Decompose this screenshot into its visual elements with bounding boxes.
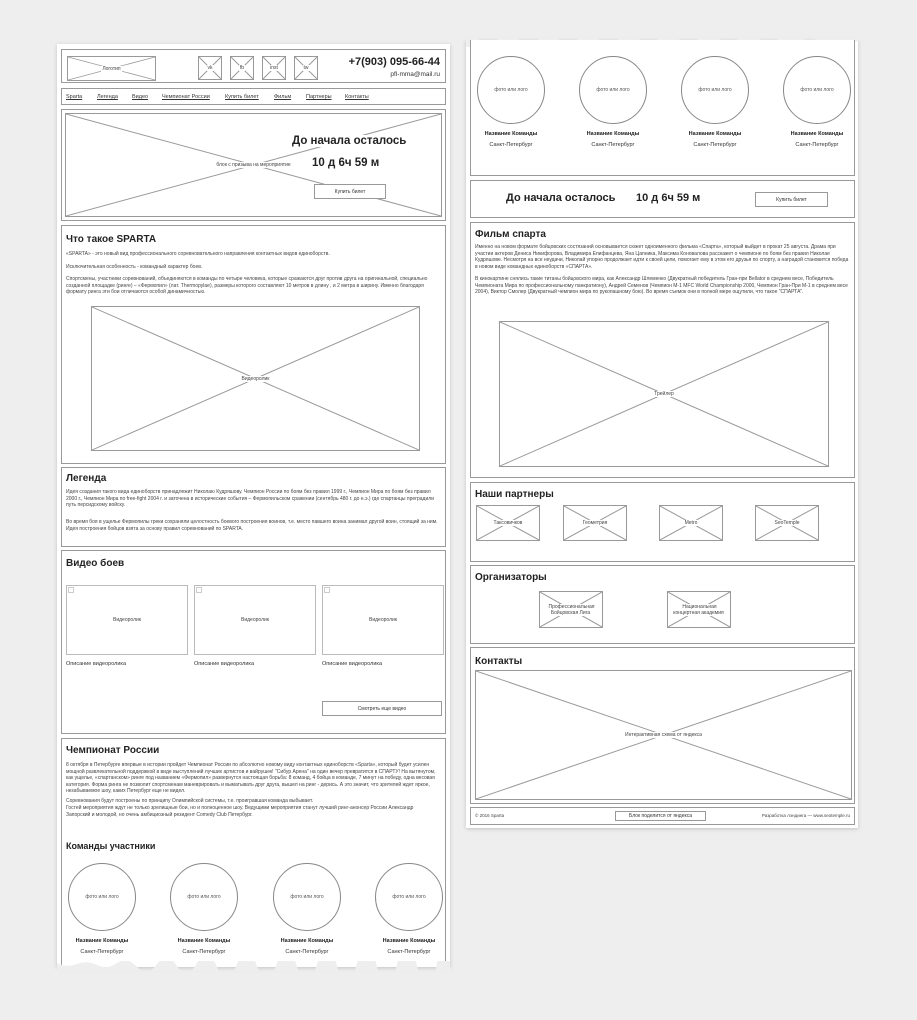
fight-video-1-desc: Описание видеоролика [66, 661, 127, 667]
partner-3-label: Metro [684, 520, 698, 526]
logo-label: Логотип [102, 65, 121, 72]
left-page-sheet [57, 44, 450, 967]
nav-video[interactable]: Видео [132, 94, 149, 100]
nav-sparta[interactable]: Sparta [66, 94, 83, 100]
teams-continued [470, 40, 855, 176]
hero-section [61, 109, 446, 221]
contacts-section [470, 647, 855, 804]
partner-seotemple[interactable] [755, 505, 819, 541]
twitter-icon[interactable] [294, 56, 318, 80]
about-video[interactable] [91, 306, 420, 451]
partner-geometria[interactable] [563, 505, 627, 541]
fight-video-3[interactable] [322, 585, 444, 655]
vk-label: vk [207, 65, 213, 71]
about-paragraph-3: Спортсмены, участники соревнований, объединяются в команды по четыре человека, которые сражаются друг против друга на оригинальной, специально созданной площадке (ринге) – «Фермопил» (лат. Thermopylae), размеры которого составляют 10 метров в длину , и 2 метра в ширину. Именно благодаря формату ринга эти бои отличаются особой динамичностью. [66, 276, 428, 295]
team-logo-4 [375, 863, 443, 931]
broken-image-icon [68, 587, 74, 593]
organizer-nka[interactable] [667, 591, 731, 628]
team-name-5: Название Команды [484, 131, 538, 137]
nav-film[interactable]: Фильм [274, 94, 292, 100]
championship-title: Чемпионат России [66, 745, 160, 756]
team-city-1: Санкт-Петербург [80, 949, 124, 955]
team-logo-7 [681, 56, 749, 124]
team-logo-1 [68, 863, 136, 931]
fight-video-3-label: Видеоролик [369, 617, 397, 623]
about-video-label: Видеоролик [241, 375, 270, 382]
countdown-title: До начала осталось [506, 192, 616, 204]
fights-title: Видео боев [66, 558, 125, 569]
film-section [470, 222, 855, 478]
film-paragraph-1: Именно на новом формате бойцовских состязаний основывается сюжет одноименного фильма «Спарта», который выйдет в прокат 25 августа. Драма при участии актеров Дениса Никифорова, Владимира Епифанцева, Яна Цапника, Максима Коновалова расскажет о чемпионе по боям без правил Николае Кудряшове. Несмотря на все неудачи, Николай упорно продолжает идти к своей цели, помогает ему в этом его друзья по спорту, а наградой становится победа в новом виде командных единоборств «СПАРТА». [475, 244, 849, 270]
team-logo-4-label: фото или лого [392, 894, 426, 900]
team-name-2: Название Команды [177, 938, 231, 944]
top-nav [61, 88, 446, 105]
about-paragraph-2: Исключительная особенность - командный характер боев. [66, 264, 203, 270]
team-logo-2-label: фото или лого [187, 894, 221, 900]
contacts-map-label: Интерактивная схема от яндекса [625, 732, 702, 738]
hero-banner-image [65, 113, 442, 217]
inst-label: inst [270, 65, 278, 71]
vk-icon[interactable] [198, 56, 222, 80]
contacts-title: Контакты [475, 656, 523, 667]
hero-countdown-title: До начала осталось [292, 135, 407, 147]
team-logo-3-label: фото или лого [290, 894, 324, 900]
team-city-3: Санкт-Петербург [285, 949, 329, 955]
hero-buy-button[interactable]: Купить билет [314, 184, 386, 199]
broken-image-icon [324, 587, 330, 593]
fb-icon[interactable] [230, 56, 254, 80]
championship-paragraph-3: Гостей мероприятия ждут не только зрелищные бои, но и полноценное шоу. Ведущими мероприятия станут лучший ринг-анонсер России Александр Запорский и молодой, но очень амбициозный резидент Comedy Club Петербург. [66, 805, 414, 818]
championship-paragraph-1: 8 октября в Петербурге впервые в истории пройдет Чемпионат России по абсолютно новому виду контактных единоборств «Sparta», который будет усилен мощной развлекательной поддержкой в виде выступлений лучших артистов и вайрушек! "Сибур Арена" на один вечер превратится в СПАРТУ! На вытянутом, как ущелье, «спартанском» ринге под названием «Фермопил» развернутся настоящая борьба: 8 команд, 4 бойца в команде, 7 минут на победу, одна весовая категория. Форма ринга не позволит спортсменам маневрировать и выматывать друг друга, вышел на ринг - дерись. А это значит, что зрителей ждет яркое, незабываемое шоу, каких Петербург еще не видел. [66, 762, 436, 794]
countdown-section [470, 180, 855, 218]
partners-title: Наши партнеры [475, 489, 554, 500]
logo[interactable] [67, 56, 156, 81]
about-title: Что такое SPARTA [66, 234, 157, 245]
organizers-section [470, 565, 855, 644]
fb-label: fb [239, 65, 245, 71]
fight-video-3-desc: Описание видеоролика [322, 661, 383, 667]
team-city-4: Санкт-Петербург [387, 949, 431, 955]
team-name-8: Название Команды [790, 131, 844, 137]
team-name-4: Название Команды [382, 938, 436, 944]
team-name-3: Название Команды [280, 938, 334, 944]
partner-taxovichkov[interactable] [476, 505, 540, 541]
hero-banner-label: блок с призыва на мероприятие [216, 162, 291, 168]
header-email[interactable]: pfl-mma@mail.ru [390, 71, 440, 78]
team-logo-1-label: фото или лого [85, 894, 119, 900]
about-paragraph-1: «SPARTA» - это новый вид профессионального соревновательного направления контактных видов единоборств. [66, 251, 330, 257]
organizer-2-label: Национальная концертная академия [673, 603, 724, 616]
footer-copyright: © 2016 Sparta [475, 813, 505, 818]
partner-2-label: Геометрия [582, 520, 608, 526]
legend-paragraph-1: Идея создания такого вида единоборств принадлежит Николаю Кудряшову. Чемпион России по боям без правил 1999 г., Чемпион Мира по боям без правил 2000 г., Чемпион Мира по free-fight 2004 г. и заточена в исторические события – Фермопильском сражении (сентябрь 480 г. до н.э.) где спартанцы преградили путь персидскому войску. [66, 489, 434, 508]
team-city-6: Санкт-Петербург [591, 142, 635, 148]
footer-developer-link[interactable]: Разработка лэндинга — www.seotemple.ru [761, 813, 850, 818]
teams-title: Команды участники [66, 841, 156, 851]
team-city-2: Санкт-Петербург [182, 949, 226, 955]
hero-countdown-value: 10 д 6ч 59 м [312, 157, 380, 169]
instagram-icon[interactable] [262, 56, 286, 80]
team-name-6: Название Команды [586, 131, 640, 137]
footer-share[interactable]: Блок поделится от яндекса [615, 811, 706, 821]
broken-image-icon [196, 587, 202, 593]
film-trailer-label: Трейлер [654, 391, 674, 397]
nav-championship[interactable]: Чемпионат России [162, 94, 210, 100]
legend-paragraph-2: Во время боя в ущелье Фермопилы греки сохраняли целостность боевого построения воинов, т.е. место павшего воина занимал другой воин, стоящий за ним. Идея построения бойцов взята за основу правил соревнований по SPARTA. [66, 519, 438, 532]
team-city-5: Санкт-Петербург [489, 142, 533, 148]
championship-paragraph-2: Соревнования будут построены по принципу Олимпийской системы, т.е. проигравшая команда выбывает. [66, 798, 314, 804]
team-logo-2 [170, 863, 238, 931]
countdown-value: 10 д 6ч 59 м [636, 192, 701, 204]
team-city-7: Санкт-Петербург [693, 142, 737, 148]
legend-title: Легенда [66, 473, 107, 484]
torn-edge-bottom [57, 961, 450, 971]
organizers-title: Организаторы [475, 572, 547, 583]
header-phone[interactable]: +7(903) 095-66-44 [348, 56, 440, 68]
partner-metro[interactable] [659, 505, 723, 541]
more-videos-button[interactable]: Смотреть еще видео [322, 701, 442, 716]
right-page-sheet [466, 40, 858, 828]
fight-video-2-desc: Описание видеоролика [194, 661, 255, 667]
partners-section [470, 482, 855, 562]
championship-section [61, 738, 446, 967]
team-logo-5 [477, 56, 545, 124]
nav-partners[interactable]: Партнеры [306, 94, 332, 100]
about-section [61, 225, 446, 464]
contacts-map[interactable] [475, 670, 852, 800]
fight-video-1[interactable] [66, 585, 188, 655]
header [61, 49, 446, 83]
team-logo-3 [273, 863, 341, 931]
fight-video-2[interactable] [194, 585, 316, 655]
partner-1-label: Таксовичков [493, 520, 523, 526]
film-trailer[interactable] [499, 321, 829, 467]
team-logo-5-label: фото или лого [494, 87, 528, 93]
nav-legend[interactable]: Легенда [97, 94, 118, 100]
team-logo-7-label: фото или лого [698, 87, 732, 93]
partner-4-label: SeoTemple [774, 520, 800, 526]
nav-contacts[interactable]: Контакты [345, 94, 369, 100]
countdown-buy-button[interactable]: Купить билет [755, 192, 828, 207]
film-title: Фильм спарта [475, 229, 546, 240]
tw-label: tw [303, 65, 309, 71]
team-city-8: Санкт-Петербург [795, 142, 839, 148]
fight-video-2-label: Видеоролик [241, 617, 269, 623]
footer [470, 807, 855, 825]
fight-video-1-label: Видеоролик [113, 617, 141, 623]
organizer-1-label: Профессиональная Бойцовская Лига [548, 603, 595, 616]
team-logo-6-label: фото или лого [596, 87, 630, 93]
organizer-pbl[interactable] [539, 591, 603, 628]
team-name-7: Название Команды [688, 131, 742, 137]
film-paragraph-2: В кинокартине снялись такие титаны бойцовского мира, как Александр Шлеменко (Двукратный победитель Гран-при Bellator в среднем весе, Победитель Чемпионата Мира по профессиональному панкратиону), Андрей Семенов (Чемпион М-1 MFC World Championship 2000, Чемпион Гран-При М-1 в среднем весе 2004), Виктор Смолер (Двукратный чемпион мира по рукопашному бою). Во время съемок они в полной мере ощутили, что такое "СПАРТА". [475, 276, 848, 295]
fights-section [61, 550, 446, 734]
legend-section [61, 467, 446, 547]
team-name-1: Название Команды [75, 938, 129, 944]
team-logo-6 [579, 56, 647, 124]
nav-buy-ticket[interactable]: Купить билет [225, 94, 259, 100]
team-logo-8 [783, 56, 851, 124]
team-logo-8-label: фото или лого [800, 87, 834, 93]
